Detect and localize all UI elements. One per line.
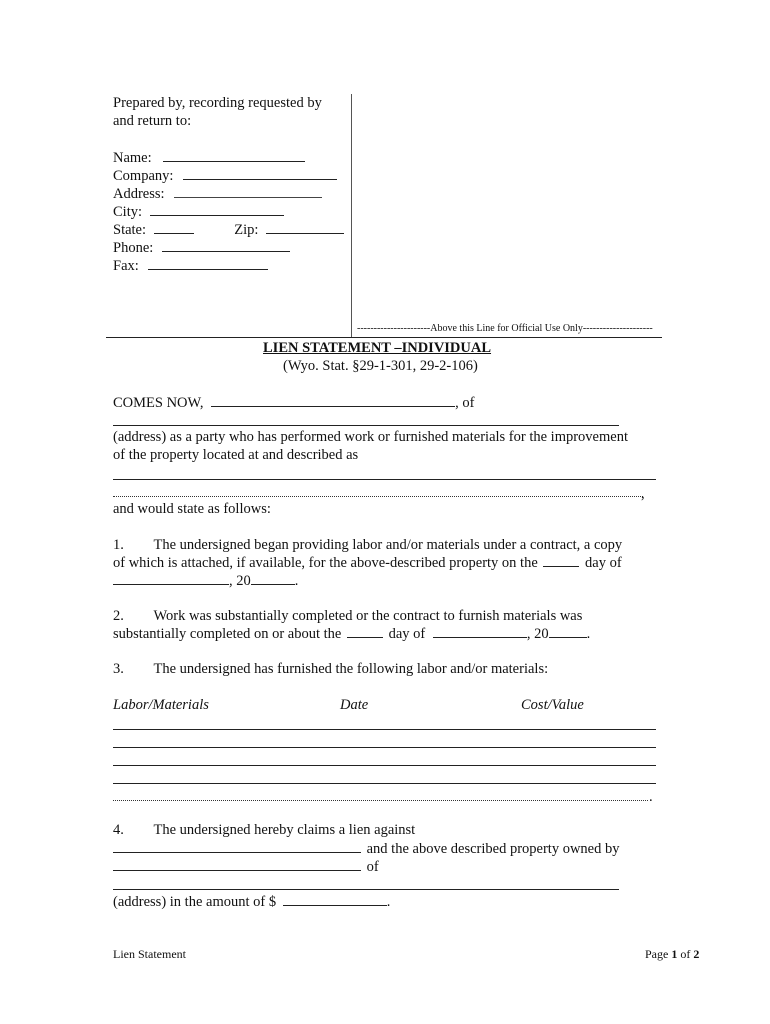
item1-text: The undersigned began providing labor and/or materials under a contract, a copy — [153, 537, 623, 553]
fax-label: Fax: — [113, 258, 139, 274]
prepared-by-line1: Prepared by, recording requested by — [113, 95, 322, 111]
address-label: Address: — [113, 186, 165, 202]
comes-now-row — [113, 393, 474, 412]
footer-title: Lien Statement — [113, 947, 186, 961]
claimant-name-field[interactable] — [211, 393, 455, 407]
item3-number: 3. — [113, 661, 124, 677]
prepared-by-line2: and return to: — [113, 113, 192, 129]
item2-line1 — [113, 607, 582, 625]
name-label: Name: — [113, 150, 152, 166]
header-divider — [351, 94, 352, 338]
official-use-rule — [106, 337, 662, 338]
item1-day-field[interactable] — [543, 553, 579, 567]
item3-line1 — [113, 660, 548, 678]
item2-year-prefix: , 20 — [526, 626, 549, 642]
property-paragraph: of the property located at and described as — [113, 447, 359, 463]
property-comma: , — [641, 486, 645, 502]
item2-day-field[interactable] — [347, 624, 383, 638]
item1-year-field[interactable] — [251, 571, 295, 585]
item1-month-field[interactable] — [113, 571, 229, 585]
item4-number: 4. — [113, 822, 124, 838]
item4-of: of — [366, 859, 379, 875]
item3-text: The undersigned has furnished the following labor and/or materials: — [153, 661, 549, 677]
city-field[interactable] — [150, 202, 284, 216]
page-word: Page — [645, 947, 669, 961]
materials-line-1[interactable] — [113, 729, 656, 730]
item2-year-field[interactable] — [549, 624, 587, 638]
amount-label: (address) in the amount of $ — [113, 894, 277, 910]
item4-text: The undersigned hereby claims a lien against — [153, 822, 416, 838]
materials-line-2[interactable] — [113, 747, 656, 748]
property-description-line1[interactable] — [113, 479, 656, 480]
state-label: State: — [113, 222, 147, 238]
column-cost-value: Cost/Value — [521, 697, 584, 713]
item4-line2 — [113, 839, 619, 858]
fax-field[interactable] — [148, 256, 268, 270]
company-field[interactable] — [183, 166, 337, 180]
amount-field[interactable] — [283, 892, 387, 906]
page-indicator — [645, 945, 699, 963]
comes-now-label: COMES NOW, — [113, 395, 204, 411]
amount-row — [113, 892, 390, 911]
city-label: City: — [113, 204, 143, 220]
item1-line3 — [113, 571, 298, 590]
item4-line1 — [113, 821, 415, 839]
amount-period: . — [386, 894, 391, 910]
item1-line1 — [113, 536, 622, 554]
official-use-note: ----------------------Above this Line for Official Use Only--------------------- — [357, 323, 653, 334]
name-row — [113, 148, 305, 167]
claimant-address-field[interactable] — [113, 425, 619, 426]
address-row — [113, 184, 322, 203]
owner-name-field[interactable] — [113, 857, 361, 871]
address-field[interactable] — [174, 184, 322, 198]
item1-number: 1. — [113, 537, 124, 553]
lien-against-field[interactable] — [113, 839, 361, 853]
document-title: LIEN STATEMENT –INDIVIDUAL — [263, 340, 492, 356]
item1-period: . — [294, 573, 299, 589]
phone-row — [113, 238, 290, 257]
page-number: 1 — [671, 947, 678, 961]
name-field[interactable] — [163, 148, 305, 162]
item1-line2 — [113, 553, 622, 572]
item2-text: Work was substantially completed or the contract to furnish materials was — [153, 608, 583, 624]
item2-number: 2. — [113, 608, 124, 624]
item1-day-of: day of — [585, 555, 622, 571]
of-word: of — [680, 947, 691, 961]
materials-period: . — [649, 789, 653, 805]
company-row — [113, 166, 337, 185]
item4-owned-by: and the above described property owned by — [366, 841, 620, 857]
phone-field[interactable] — [162, 238, 290, 252]
zip-field[interactable] — [266, 220, 344, 234]
item2-month-field[interactable] — [433, 624, 527, 638]
materials-line-3[interactable] — [113, 765, 656, 766]
company-label: Company: — [113, 168, 174, 184]
property-description-line2[interactable] — [113, 496, 643, 497]
item2-day-of: day of — [388, 626, 426, 642]
item2-period: . — [586, 626, 591, 642]
materials-line-5[interactable] — [113, 800, 648, 801]
materials-line-4[interactable] — [113, 783, 656, 784]
state-zip-row — [113, 220, 344, 239]
phone-label: Phone: — [113, 240, 154, 256]
page-total: 2 — [693, 947, 700, 961]
item2-text2: substantially completed on or about the — [113, 626, 342, 642]
item4-line3 — [113, 857, 379, 876]
column-date: Date — [340, 697, 369, 713]
would-state-text: and would state as follows: — [113, 501, 271, 517]
statute-reference: (Wyo. Stat. §29-1-301, 29-2-106) — [283, 358, 478, 374]
item1-text2: of which is attached, if available, for the above-described property on the — [113, 555, 538, 571]
city-row — [113, 202, 284, 221]
column-labor-materials: Labor/Materials — [113, 697, 209, 713]
zip-label: Zip: — [234, 222, 259, 238]
item2-line2 — [113, 624, 590, 643]
of-label: , of — [455, 395, 475, 411]
state-field[interactable] — [154, 220, 194, 234]
fax-row — [113, 256, 268, 275]
item1-year-prefix: , 20 — [229, 573, 251, 589]
address-paragraph: (address) as a party who has performed work or furnished materials for the improvement — [113, 429, 628, 445]
owner-address-field[interactable] — [113, 889, 619, 890]
